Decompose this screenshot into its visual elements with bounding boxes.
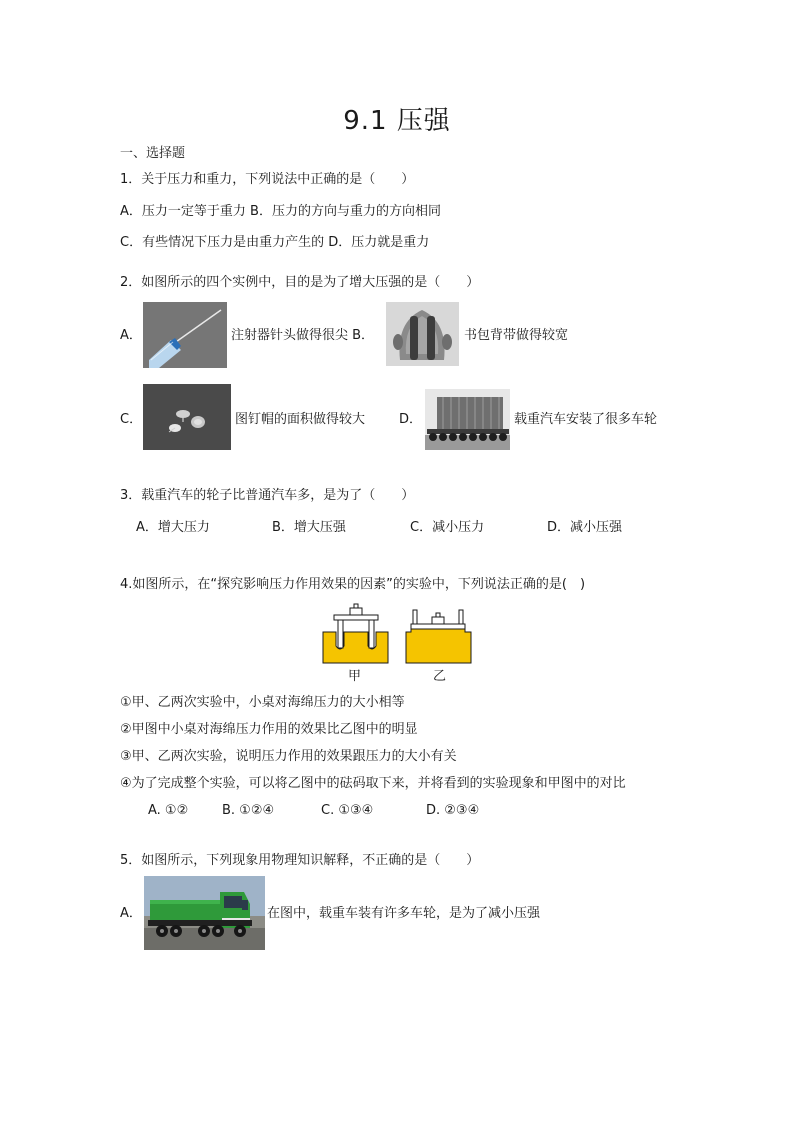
q4-statement-4: ④为了完成整个实验，可以将乙图中的砝码取下来，并将看到的实验现象和甲图中的对比 [120, 776, 626, 791]
q2-option-a-letter: A． [120, 328, 142, 343]
q5-stem: 5．如图所示，下列现象用物理知识解释，不正确的是（ ） [120, 853, 480, 868]
q4-option-a: A. ①② [148, 803, 189, 818]
q2-option-d-letter: D． [399, 412, 423, 427]
syringe-image [143, 302, 227, 368]
thumbtack-image [143, 384, 231, 450]
heavy-truck-image [425, 389, 510, 450]
q4-option-d: D. ②③④ [426, 803, 480, 818]
q4-statement-3: ③甲、乙两次实验，说明压力作用的效果跟压力的大小有关 [120, 749, 457, 764]
q2-stem: 2．如图所示的四个实例中，目的是为了增大压强的是（ ） [120, 275, 480, 290]
section-heading: 一、选择题 [120, 146, 186, 161]
figure-label-jia: 甲 [348, 669, 362, 684]
q4-stem: 4.如图所示，在“探究影响压力作用效果的因素”的实验中，下列说法正确的是( ) [120, 577, 586, 592]
q4-statement-1: ①甲、乙两次实验中，小桌对海绵压力的大小相等 [120, 695, 405, 710]
backpack-image [386, 302, 459, 366]
q2-option-c-text: 图钉帽的面积做得较大 [235, 412, 366, 427]
q3-option-a: A．增大压力 [136, 520, 210, 535]
q2-option-a-text: 注射器针头做得很尖 B． [231, 328, 375, 343]
q5-option-a-letter: A． [120, 906, 142, 921]
q3-stem: 3．载重汽车的轮子比普通汽车多，是为了（ ） [120, 488, 415, 503]
q1-stem: 1．关于压力和重力，下列说法中正确的是（ ） [120, 172, 415, 187]
figure-label-yi: 乙 [433, 669, 447, 684]
q2-option-c-letter: C． [120, 412, 143, 427]
q4-option-c: C. ①③④ [321, 803, 374, 818]
page-title: 9.1 压强 [343, 106, 451, 136]
q2-option-d-text: 载重汽车安装了很多车轮 [514, 412, 658, 427]
q5-option-a-text: 在图中，载重车装有许多车轮，是为了减小压强 [267, 906, 541, 921]
q3-option-c: C．减小压力 [410, 520, 485, 535]
q3-option-b: B．增大压强 [272, 520, 346, 535]
sponge-experiment-diagram [322, 602, 472, 664]
green-truck-image [144, 876, 265, 950]
q1-options-ab: A．压力一定等于重力 B．压力的方向与重力的方向相同 [120, 204, 441, 219]
q4-statement-2: ②甲图中小桌对海绵压力作用的效果比乙图中的明显 [120, 722, 418, 737]
q4-option-b: B. ①②④ [222, 803, 275, 818]
q1-options-cd: C．有些情况下压力是由重力产生的 D．压力就是重力 [120, 235, 430, 250]
q2-option-b-text: 书包背带做得较宽 [464, 328, 569, 343]
q3-option-d: D．减小压强 [547, 520, 623, 535]
